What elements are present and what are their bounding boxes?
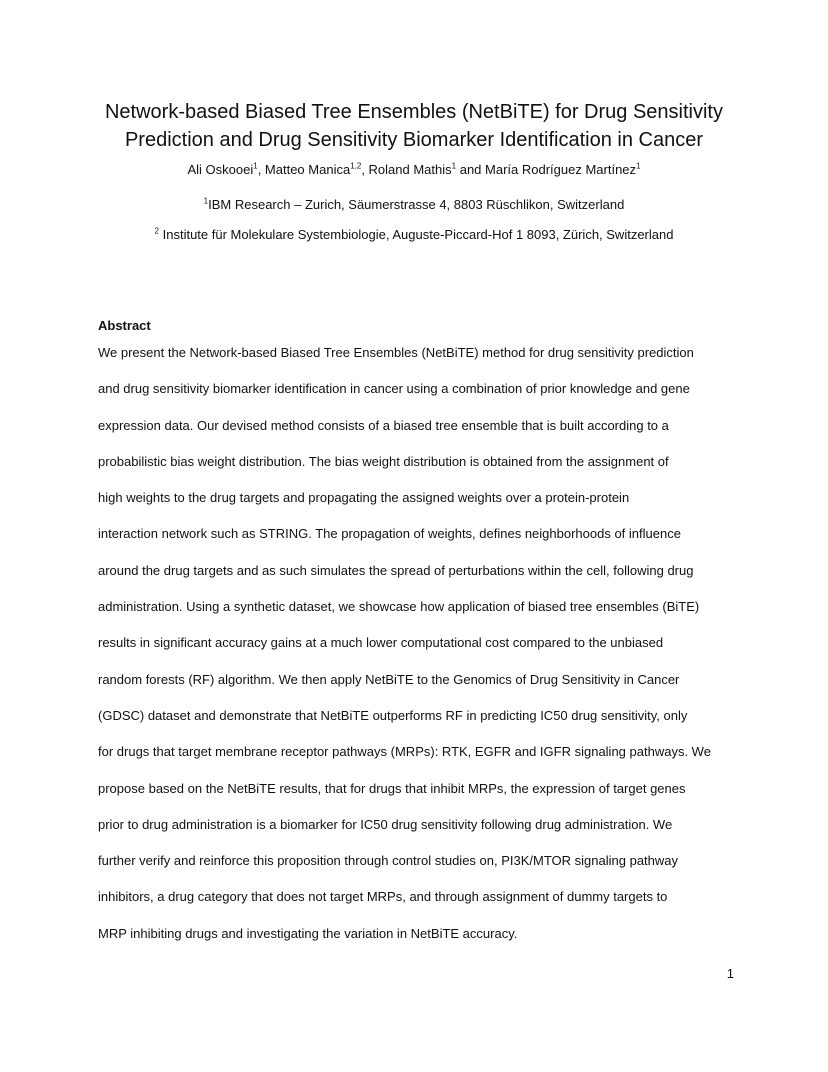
title-line: Network-based Biased Tree Ensembles (NetBiTE) for Drug Sensitivity xyxy=(104,101,723,123)
author-separator: , xyxy=(257,162,265,177)
abstract-line: high weights to the drug targets and propagating the assigned weights over a protein-protein xyxy=(98,490,630,506)
abstract-line: and drug sensitivity biomarker identification in cancer using a combination of prior knowledge and gene xyxy=(98,381,690,397)
abstract-heading: Abstract xyxy=(98,318,151,333)
author-separator: , xyxy=(361,162,369,177)
abstract-line: probabilistic bias weight distribution. The bias weight distribution is obtained from the assignment of xyxy=(98,453,669,469)
affiliation-mark: 1 xyxy=(203,196,209,206)
author-name: Roland Mathis xyxy=(368,162,452,177)
abstract-line: around the drug targets and as such simulates the spread of perturbations within the cell, following drug xyxy=(98,562,694,578)
abstract-line: administration. Using a synthetic dataset, we showcase how application of biased tree ensembles (BiTE) xyxy=(98,599,700,615)
abstract-body xyxy=(98,343,738,960)
abstract-line: prior to drug administration is a biomarker for IC50 drug sensitivity following drug administration. We xyxy=(98,816,673,832)
author-affiliation-mark: 1 xyxy=(451,161,457,171)
author-name: María Rodríguez Martínez xyxy=(485,162,637,177)
author-affiliation-mark: 1 xyxy=(253,161,258,171)
abstract-line: (GDSC) dataset and demonstrate that NetBiTE outperforms RF in predicting IC50 drug sensitivity, only xyxy=(98,707,688,723)
abstract-line: We present the Network-based Biased Tree Ensembles (NetBiTE) method for drug sensitivity prediction xyxy=(98,345,694,360)
title-line: Prediction and Drug Sensitivity Biomarker Identification in Cancer xyxy=(124,129,704,151)
affiliation-text: IBM Research – Zurich, Säumerstrasse 4, 8803 Rüschlikon, Switzerland xyxy=(208,197,625,212)
affiliation xyxy=(60,196,768,214)
abstract-line: results in significant accuracy gains at a much lower computational cost compared to the unbiased xyxy=(98,635,664,651)
abstract-line: further verify and reinforce this proposition through control studies on, PI3K/MTOR signaling pathway xyxy=(98,853,679,869)
affiliation-mark: 2 xyxy=(154,226,159,236)
author-list xyxy=(60,160,768,180)
abstract-line: expression data. Our devised method consists of a biased tree ensemble that is built according to a xyxy=(98,417,669,433)
author-separator: and xyxy=(456,162,486,177)
author-affiliation-mark: 1,2 xyxy=(350,161,362,171)
abstract-line: for drugs that target membrane receptor pathways (MRPs): RTK, EGFR and IGFR signaling pathways. We xyxy=(98,744,711,760)
author-name: Ali Oskooei xyxy=(187,162,254,177)
abstract-line: inhibitors, a drug category that does not target MRPs, and through assignment of dummy targets to xyxy=(98,889,668,905)
abstract-line: random forests (RF) algorithm. We then apply NetBiTE to the Genomics of Drug Sensitivity in Cancer xyxy=(98,671,680,687)
abstract-line: interaction network such as STRING. The propagation of weights, defines neighborhoods of influence xyxy=(98,526,681,542)
abstract-line: propose based on the NetBiTE results, that for drugs that inhibit MRPs, the expression of target genes xyxy=(98,780,686,796)
affiliation-text: Institute für Molekulare Systembiologie, Auguste-Piccard-Hof 1 8093, Zürich, Switzerland xyxy=(162,227,674,242)
page-number: 1 xyxy=(726,966,734,981)
author-affiliation-mark: 1 xyxy=(636,161,641,171)
author-name: Matteo Manica xyxy=(264,162,351,177)
abstract-line: MRP inhibiting drugs and investigating the variation in NetBiTE accuracy. xyxy=(98,925,518,941)
affiliation xyxy=(60,226,768,244)
paper-title xyxy=(60,98,768,154)
